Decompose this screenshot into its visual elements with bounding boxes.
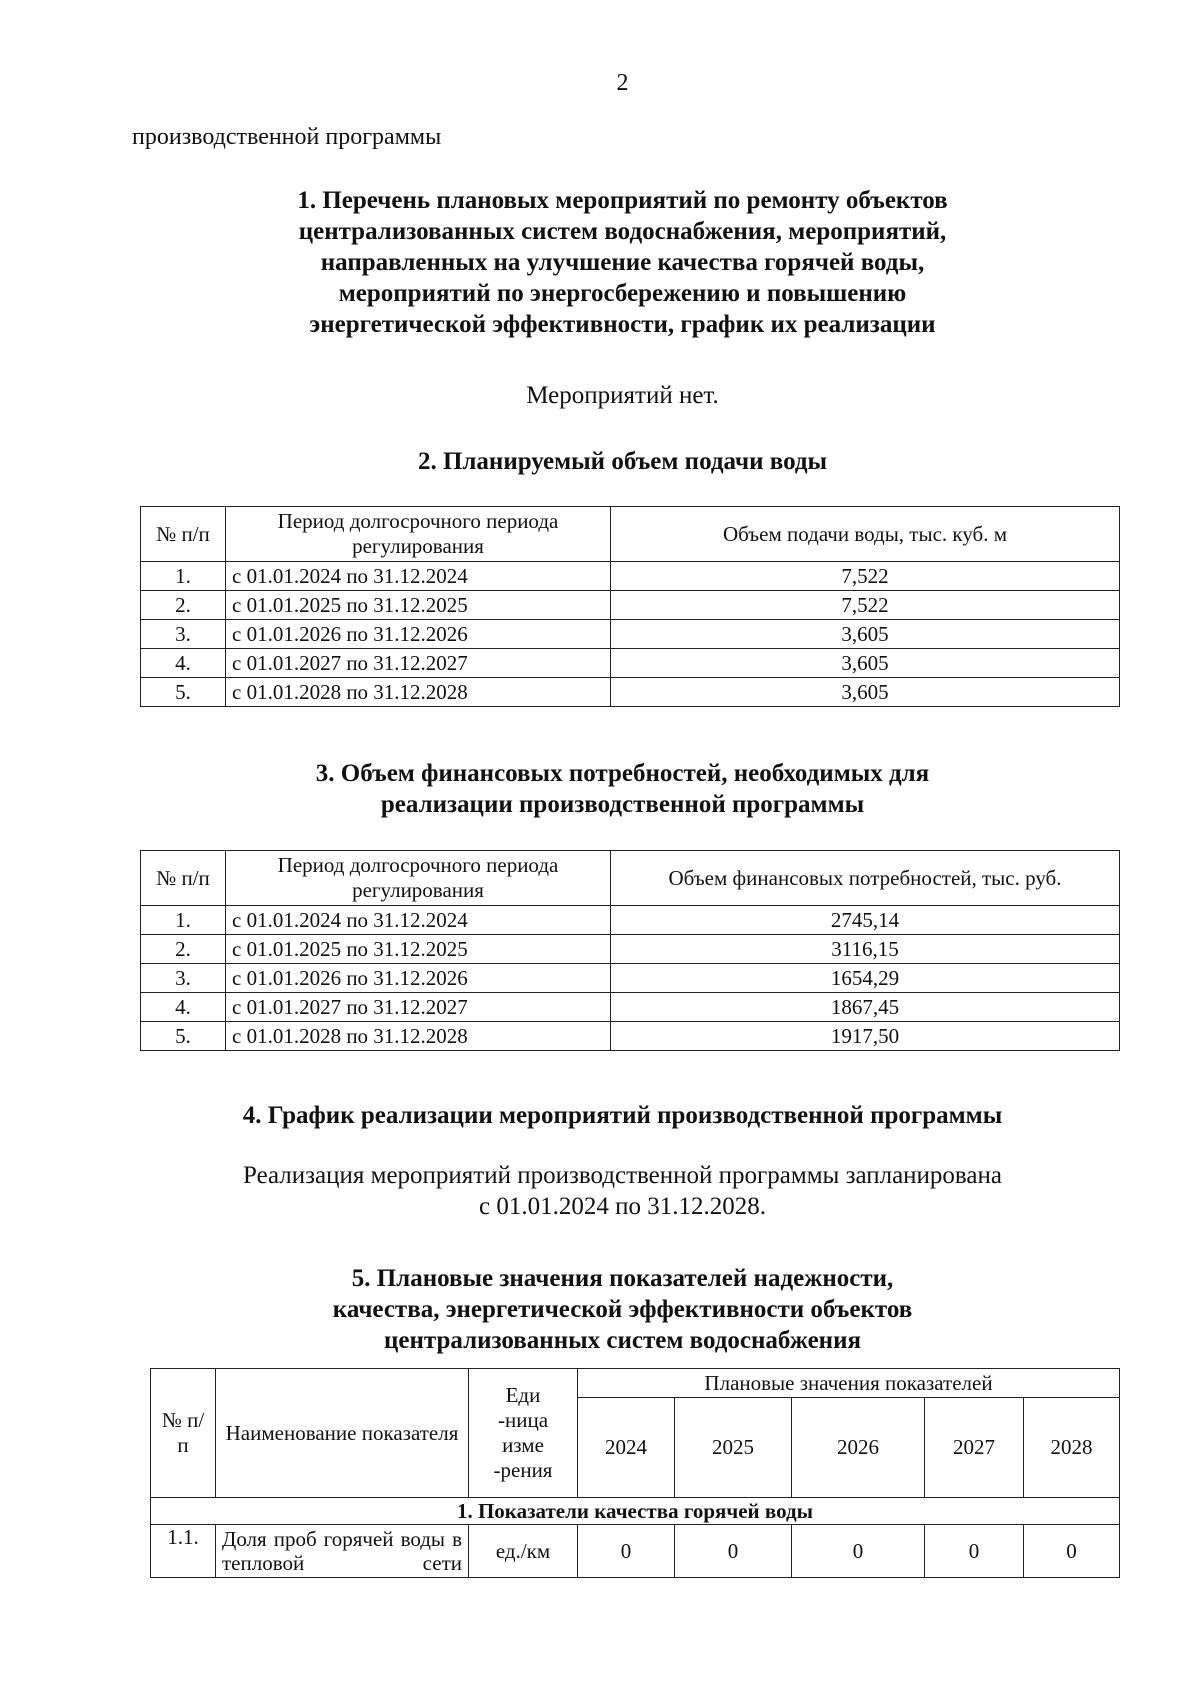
continuation-text: производственной программы (132, 124, 442, 150)
header-year: 2024 (578, 1398, 675, 1498)
header-year: 2025 (675, 1398, 792, 1498)
table-row: 2. с 01.01.2025 по 31.12.2025 3116,15 (141, 935, 1120, 964)
header-volume: Объем подачи воды, тыс. куб. м (611, 507, 1120, 562)
header-year: 2026 (792, 1398, 925, 1498)
financial-needs-table (140, 850, 1120, 1051)
section3-title: 3. Объем финансовых потребностей, необходимых для реализации производственной программы (315, 760, 930, 818)
group-heading: 1. Показатели качества горячей воды (151, 1498, 1120, 1525)
header-year: 2027 (925, 1398, 1024, 1498)
table-row: 1.1. Доля проб горячей воды в тепловой сети ед./км 0 0 0 0 0 (151, 1525, 1120, 1578)
header-year: 2028 (1024, 1398, 1120, 1498)
table-row: 3. с 01.01.2026 по 31.12.2026 3,605 (141, 620, 1120, 649)
header-plan-values: Плановые значения показателей (578, 1369, 1120, 1398)
table-row: 4. с 01.01.2027 по 31.12.2027 1867,45 (141, 993, 1120, 1022)
table-row: 5. с 01.01.2028 по 31.12.2028 1917,50 (141, 1022, 1120, 1051)
section1-title: 1. Перечень плановых мероприятий по ремонту объектов централизованных систем водоснабжения, мероприятий, направленных на улучшение качества горячей воды, мероприятий по энергосбережению и повышению энергетической эффективности, график их реализации (297, 187, 948, 338)
header-num: № п/п (141, 851, 226, 906)
indicators-table (150, 1368, 1120, 1578)
section2-title: 2. Планируемый объем подачи воды (417, 448, 828, 475)
header-period: Период долгосрочного периода регулирования (226, 851, 611, 906)
header-period: Период долгосрочного периода регулирования (226, 507, 611, 562)
header-unit: Еди -ница изме -рения (469, 1369, 578, 1498)
header-name: Наименование показателя (216, 1369, 469, 1498)
section1-note: Мероприятий нет. (526, 382, 719, 409)
section4-text: Реализация мероприятий производственной программы запланирована с 01.01.2024 по 31.12.2028. (243, 1162, 1002, 1220)
table-row: 1. с 01.01.2024 по 31.12.2024 7,522 (141, 562, 1120, 591)
table-row: 4. с 01.01.2027 по 31.12.2027 3,605 (141, 649, 1120, 678)
table-row: 5. с 01.01.2028 по 31.12.2028 3,605 (141, 678, 1120, 707)
table-row: 1. с 01.01.2024 по 31.12.2024 2745,14 (141, 906, 1120, 935)
header-num: № п/п (141, 507, 226, 562)
table-row: 3. с 01.01.2026 по 31.12.2026 1654,29 (141, 964, 1120, 993)
page-number: 2 (616, 70, 629, 96)
water-supply-table (140, 506, 1120, 707)
header-num: № п/п (151, 1369, 216, 1498)
section5-title: 5. Плановые значения показателей надежности, качества, энергетической эффективности объектов централизованных систем водоснабжения (332, 1265, 913, 1354)
table-row: 2. с 01.01.2025 по 31.12.2025 7,522 (141, 591, 1120, 620)
section4-title: 4. График реализации мероприятий производственной программы (242, 1102, 1003, 1129)
header-finance: Объем финансовых потребностей, тыс. руб. (611, 851, 1120, 906)
